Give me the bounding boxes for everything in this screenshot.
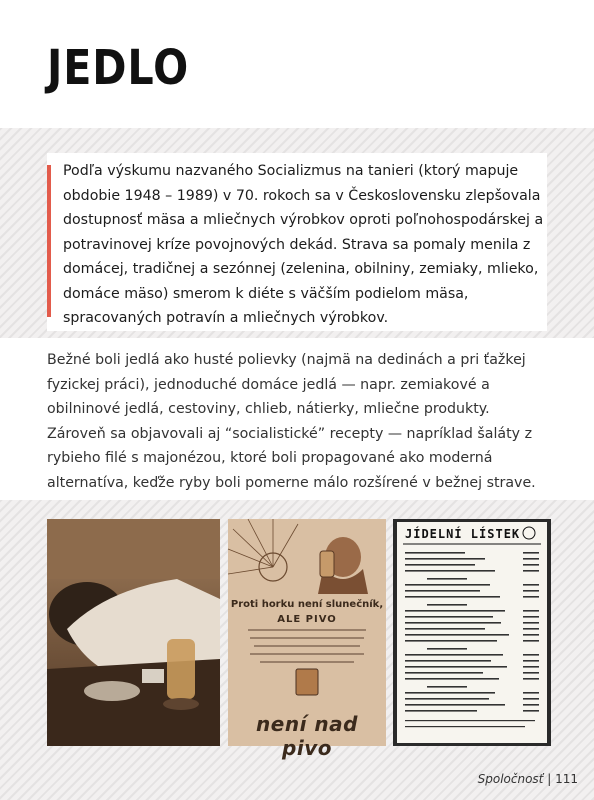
intro-accent-bar [47,165,51,317]
footer-separator: | [547,772,552,786]
page-footer [478,772,578,786]
footer-page-number: 111 [555,772,578,786]
photo-menu-card [393,519,551,746]
poster-headline: Proti horku není slunečník, [230,599,384,610]
photo-beer-poster [228,519,386,760]
intro-box [47,153,547,331]
body-box [0,338,594,500]
poster-headline-2: ALE PIVO [277,614,337,625]
photo-sleeping-man-image [47,519,220,746]
poster-slogan: není nad pivo [256,712,358,760]
photo-sleeping-man [47,519,220,746]
intro-paragraph: Podľa výskumu nazvaného Socializmus na tanieri (ktorý mapuje obdobie 1948 – 1989) v 70. rokoch sa v Československu zlepšovala dostupnosť mäsa a mliečnych výrobkov oproti poľnohospodárskej a potravinovej kríze povojnových dekád. Strava sa pomaly menila z domácej, tradičnej a sezónnej (zelenina, obilniny, zemiaky, mlieko, domáce mäso) smerom k diéte s väčším podielom mäsa, spracovaných potravín a mliečnych výrobkov. [63,163,544,326]
menu-text-lines [397,522,547,743]
body-paragraph: Bežné boli jedlá ako husté polievky (najmä na dedinách a pri ťažkej fyzickej práci), jednoduché domáce jedlá — napr. zemiakové a obilninové jedlá, cestoviny, chlieb, nátierky, mliečne produkty. Zároveň sa objavovali aj “socialistické” recepty — napríklad šaláty z rybieho filé s majonézou, ktoré boli propagované ako moderná alternatíva, keďže ryby boli pomerne málo rozšírené v bežnej strave. [47,352,536,491]
footer-section-name: Spoločnosť [477,772,544,786]
menu-paper [397,522,547,743]
page-title: JEDLO [47,40,190,96]
menu-title: JÍDELNÍ LÍSTEK [405,527,521,541]
